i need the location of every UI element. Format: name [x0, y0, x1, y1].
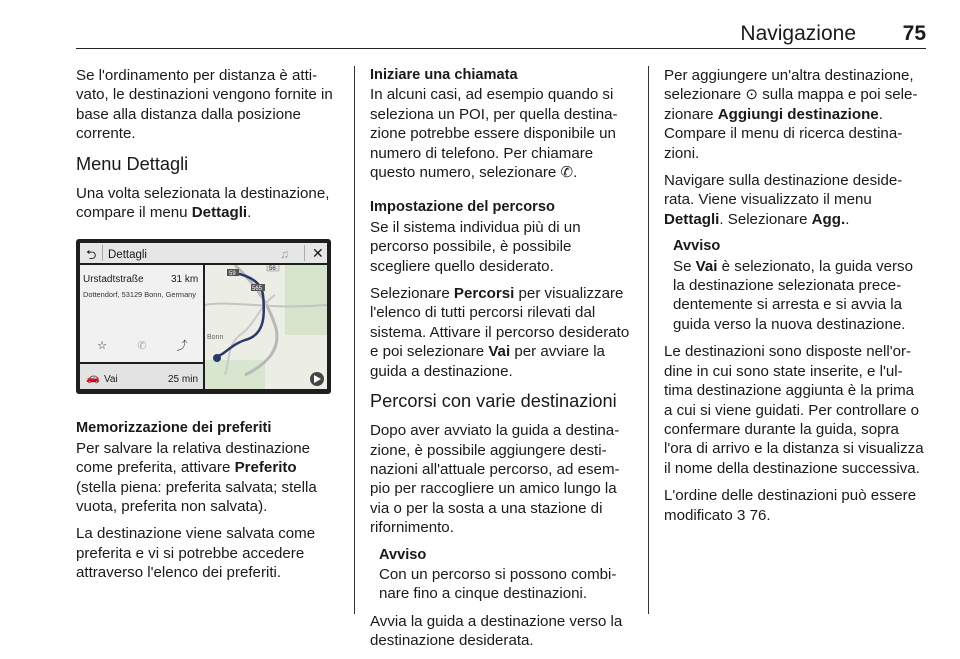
column-2 — [370, 66, 633, 659]
note-title: Avviso — [379, 546, 427, 563]
destination-address: Dottendorf, 53129 Bonn, Germany — [83, 290, 196, 300]
phone-icon: ✆ — [137, 340, 147, 353]
paragraph: La destinazione viene salvata come preferita e vi si potrebbe accedere attraverso l'elenco dei preferiti. — [76, 525, 316, 582]
close-icon: ✕ — [312, 245, 324, 262]
phone-icon: ✆ — [560, 164, 574, 182]
paragraph: Dopo aver avviato la guida a destinazione, è possibile aggiungere destinazioni all'attuale percorso, ad esempio per raccogliere un amico lungo la via o per la sosta a una stazione di rifornimento. — [370, 422, 620, 537]
paragraph: Avvia la guida a destinazione verso la destinazione desiderata. — [370, 612, 623, 650]
paragraph: Se il sistema individua più di un percorso possibile, è possibile scegliere quello desiderato. — [370, 218, 581, 275]
destination-distance: 31 km — [171, 274, 199, 286]
note-box — [664, 237, 926, 334]
paragraph: Per aggiungere un'altra destinazione, selezionare ⊙ sulla mappa e poi selezionare Aggiungi destinazione. Compare il menu di ricerca destinazioni. — [664, 67, 918, 162]
car-icon: 🚗 — [86, 372, 100, 385]
map-city-label: Bonn — [207, 334, 224, 342]
music-icon: ♫ — [280, 247, 289, 262]
column-divider — [354, 66, 355, 614]
paragraph: L'ordine delle destinazioni può essere modificato 3 76. — [664, 487, 917, 524]
paragraph: In alcuni casi, ad esempio quando si seleziona un POI, per quella destinazione potrebbe essere disponibile un numero di telefono. Per chiamare questo numero, selezionare ✆. — [370, 86, 618, 182]
heading-menu-dettagli: Menu Dettagli — [76, 153, 189, 174]
heading-call: Iniziare una chiamata — [370, 67, 518, 83]
heading-route: Impostazione del percorso — [370, 199, 555, 216]
go-bar — [80, 364, 203, 389]
column-1 — [76, 66, 337, 591]
paragraph: Per salvare la relativa destinazione come preferita, attivare Preferito (stella piena: preferita salvata; stella vuota, preferita non salvata). — [76, 439, 317, 516]
paragraph: Una volta selezionata la destinazione, compare il menu Dettagli. — [76, 184, 330, 222]
column-3 — [664, 66, 926, 533]
screen-title-bar — [80, 243, 327, 263]
paragraph: Le destinazioni sono disposte nell'ordine in cui sono state inserite, e l'ultima destinazione aggiunta è la prima a cui si viene guidati. Per controllare o confermare durante la guida, sopra l'ora di arrivo e la distanza si visualizza il nome della destinazione successiva. — [664, 343, 924, 477]
infotainment-screenshot — [76, 239, 331, 394]
road-label: 59 — [229, 271, 236, 278]
routes-icon: ⤴ — [176, 340, 188, 353]
page-reference-link[interactable]: 3 76 — [737, 506, 767, 524]
note-title: Avviso — [673, 238, 721, 255]
header-rule — [76, 48, 926, 49]
eta-label: 25 min — [168, 374, 199, 386]
note-text: Con un percorso si possono combinare fino a cinque destinazioni. — [379, 565, 617, 603]
star-icon: ☆ — [97, 340, 107, 353]
map-drawing — [205, 265, 327, 389]
page-number: 75 — [902, 22, 926, 45]
screen-title: Dettagli — [108, 249, 147, 262]
column-divider — [648, 66, 649, 614]
section-title: Navigazione — [740, 22, 856, 45]
heading-favorites: Memorizzazione dei preferiti — [76, 420, 272, 437]
note-text: Se Vai è selezionato, la guida verso la destinazione selezionata precedentemente si arresta e si avvia la guida verso la nuova destinazione. — [673, 257, 913, 333]
road-label: 56 — [269, 266, 276, 273]
road-label: 565 — [252, 286, 263, 293]
page-header — [76, 22, 926, 48]
back-icon: ⮌ — [86, 247, 97, 263]
go-label: Vai — [104, 374, 118, 386]
map-view — [205, 265, 327, 389]
destination-street: Urstadtstraße — [83, 274, 144, 286]
paragraph: Selezionare Percorsi per visualizzare l'elenco di tutti percorsi rilevati dal sistema. Attivare il percorso desiderato e poi selezionare Vai per avviare la guida a destinazione. — [370, 285, 630, 380]
paragraph: Navigare sulla destinazione desiderata. Viene visualizzato il menu Dettagli. Selezionare Agg.. — [664, 172, 903, 228]
note-box — [370, 546, 633, 604]
target-icon: ⊙ — [745, 86, 759, 104]
paragraph: Se l'ordinamento per distanza è attivato, le destinazioni vengono fornite in base alla distanza dalla posizione corrente. — [76, 67, 333, 143]
heading-multi-destination: Percorsi con varie destinazioni — [370, 391, 617, 412]
